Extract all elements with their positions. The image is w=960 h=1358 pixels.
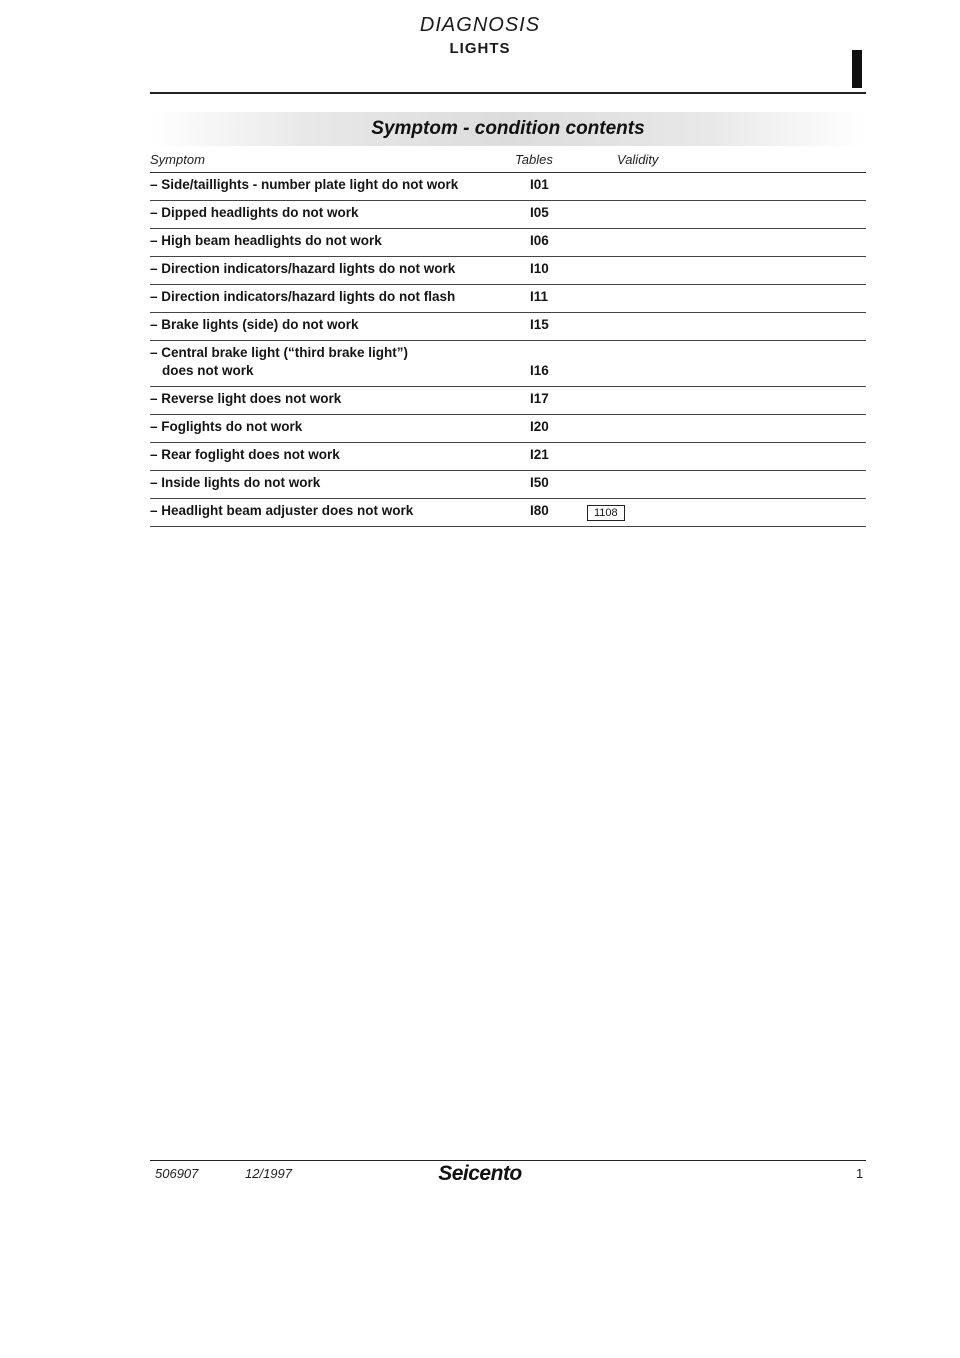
table-ref: I01: [530, 177, 549, 192]
table-row: [150, 201, 866, 229]
section-letter-mark: [852, 50, 862, 88]
table-row: [150, 387, 866, 415]
document-code: 506907: [155, 1166, 199, 1181]
table-ref: I06: [530, 233, 549, 248]
symptom-text-line1: – Central brake light (“third brake light”): [150, 345, 409, 360]
symptom-text: – Dipped headlights do not work: [150, 205, 359, 220]
column-header-symptom: Symptom: [150, 152, 205, 167]
table-ref: I21: [530, 447, 549, 462]
table-row: [150, 443, 866, 471]
table-ref: I11: [530, 289, 549, 304]
table-ref: I80: [530, 503, 549, 518]
table-row: [150, 229, 866, 257]
symptom-text: – High beam headlights do not work: [150, 233, 382, 248]
symptom-text: – Inside lights do not work: [150, 475, 321, 490]
table-ref: I20: [530, 419, 549, 434]
validity-badge: 1108: [587, 505, 625, 521]
table-row: [150, 173, 866, 201]
footer-rule: [150, 1160, 866, 1161]
table-row: [150, 341, 866, 387]
table-ref: I05: [530, 205, 549, 220]
header-rule: [150, 92, 866, 94]
symptom-text: – Side/taillights - number plate light do not work: [150, 177, 459, 192]
table-row: [150, 257, 866, 285]
table-row: [150, 499, 866, 527]
symptom-text: – Reverse light does not work: [150, 391, 342, 406]
page-number: 1: [856, 1166, 864, 1181]
symptom-text: – Direction indicators/hazard lights do not work: [150, 261, 456, 276]
banner-title: Symptom - condition contents: [371, 118, 645, 139]
table-row: [150, 285, 866, 313]
symptom-text: – Headlight beam adjuster does not work: [150, 503, 414, 518]
column-header-tables: Tables: [515, 152, 553, 167]
table-ref: I10: [530, 261, 549, 276]
symptom-text: – Rear foglight does not work: [150, 447, 340, 462]
symptom-text: – Direction indicators/hazard lights do not flash: [150, 289, 456, 304]
brand-logo: Seicento: [438, 1162, 522, 1185]
symptom-text: [150, 344, 520, 380]
table-ref: I16: [530, 363, 549, 378]
table-row: [150, 415, 866, 443]
table-ref: I50: [530, 475, 549, 490]
symptom-text: – Brake lights (side) do not work: [150, 317, 359, 332]
table-row: [150, 313, 866, 341]
column-header-validity: Validity: [617, 152, 659, 167]
header-title: DIAGNOSIS: [419, 14, 541, 36]
section-banner: [150, 112, 866, 146]
symptom-text-line2: does not work: [162, 363, 254, 378]
symptom-table: [150, 173, 866, 527]
table-row: [150, 471, 866, 499]
table-ref: I15: [530, 317, 549, 332]
document-date: 12/1997: [245, 1166, 292, 1181]
table-ref: I17: [530, 391, 549, 406]
symptom-text: – Foglights do not work: [150, 419, 303, 434]
header-subtitle: LIGHTS: [449, 40, 511, 57]
